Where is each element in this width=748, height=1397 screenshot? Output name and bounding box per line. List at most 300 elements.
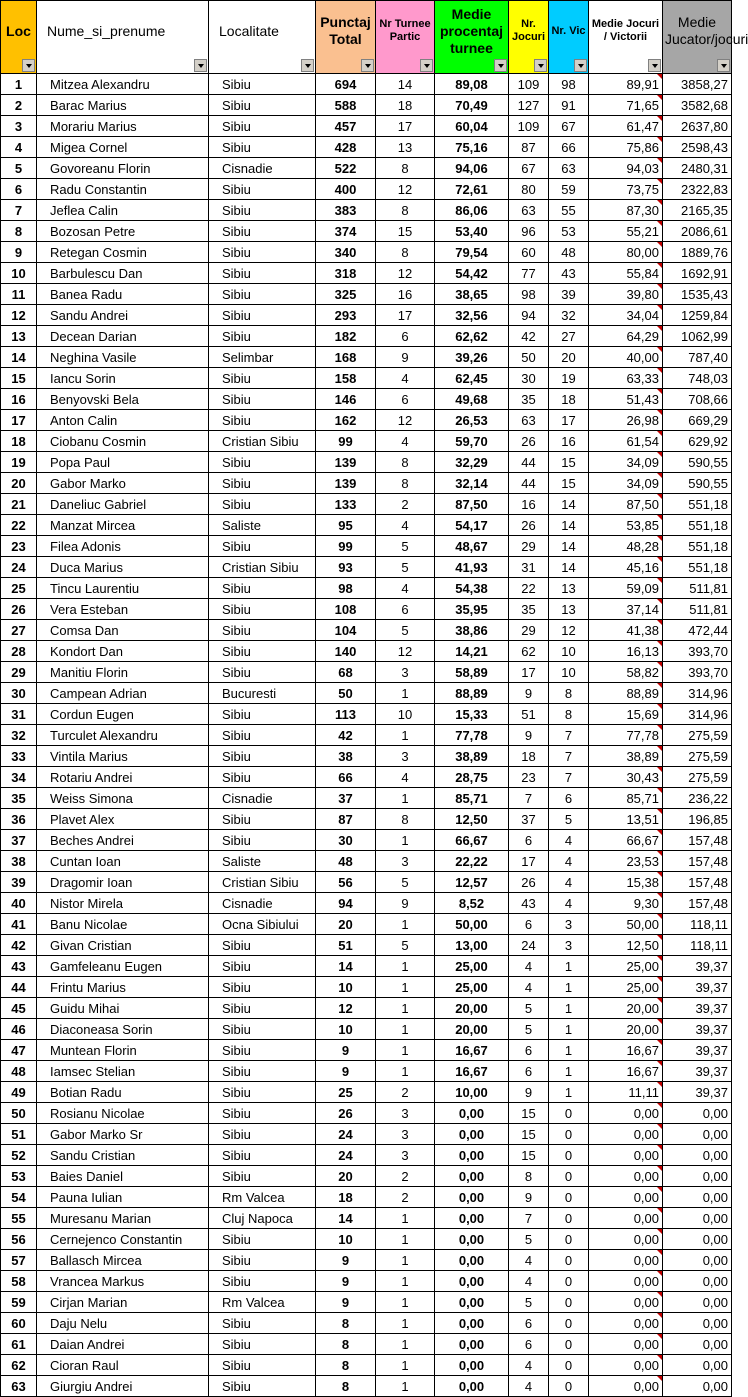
cell-wins[interactable]: 53 (549, 221, 589, 242)
cell-avg-games[interactable]: 88,89 (589, 683, 663, 704)
cell-pct[interactable]: 14,21 (435, 641, 509, 662)
cell-games[interactable]: 6 (509, 914, 549, 935)
cell-city[interactable]: Sibiu (209, 368, 316, 389)
cell-loc[interactable]: 60 (1, 1313, 37, 1334)
cell-tourneys[interactable]: 1 (376, 1250, 435, 1271)
cell-avg-games[interactable]: 0,00 (589, 1334, 663, 1355)
cell-city[interactable]: Bucuresti (209, 683, 316, 704)
cell-wins[interactable]: 48 (549, 242, 589, 263)
cell-loc[interactable]: 54 (1, 1187, 37, 1208)
cell-games[interactable]: 15 (509, 1145, 549, 1166)
cell-tourneys[interactable]: 8 (376, 242, 435, 263)
cell-name[interactable]: Manitiu Florin (37, 662, 209, 683)
cell-wins[interactable]: 0 (549, 1124, 589, 1145)
cell-points[interactable]: 87 (316, 809, 376, 830)
cell-avg-player[interactable]: 118,11 (663, 914, 732, 935)
cell-tourneys[interactable]: 5 (376, 557, 435, 578)
cell-wins[interactable]: 10 (549, 662, 589, 683)
cell-points[interactable]: 68 (316, 662, 376, 683)
cell-name[interactable]: Diaconeasa Sorin (37, 1019, 209, 1040)
filter-dropdown-icon[interactable] (361, 59, 374, 72)
cell-points[interactable]: 146 (316, 389, 376, 410)
cell-avg-games[interactable]: 0,00 (589, 1208, 663, 1229)
cell-avg-player[interactable]: 1692,91 (663, 263, 732, 284)
cell-loc[interactable]: 18 (1, 431, 37, 452)
cell-points[interactable]: 14 (316, 956, 376, 977)
cell-avg-player[interactable]: 39,37 (663, 1019, 732, 1040)
cell-avg-games[interactable]: 11,11 (589, 1082, 663, 1103)
cell-points[interactable]: 93 (316, 557, 376, 578)
cell-points[interactable]: 457 (316, 116, 376, 137)
cell-city[interactable]: Sibiu (209, 998, 316, 1019)
cell-games[interactable]: 7 (509, 788, 549, 809)
cell-games[interactable]: 5 (509, 1229, 549, 1250)
cell-name[interactable]: Cirjan Marian (37, 1292, 209, 1313)
cell-city[interactable]: Sibiu (209, 1124, 316, 1145)
cell-tourneys[interactable]: 3 (376, 1145, 435, 1166)
cell-points[interactable]: 108 (316, 599, 376, 620)
cell-name[interactable]: Gabor Marko (37, 473, 209, 494)
cell-avg-player[interactable]: 0,00 (663, 1166, 732, 1187)
cell-city[interactable]: Sibiu (209, 263, 316, 284)
cell-avg-games[interactable]: 16,67 (589, 1061, 663, 1082)
cell-wins[interactable]: 7 (549, 725, 589, 746)
cell-points[interactable]: 400 (316, 179, 376, 200)
cell-city[interactable]: Sibiu (209, 620, 316, 641)
cell-avg-player[interactable]: 393,70 (663, 641, 732, 662)
cell-tourneys[interactable]: 17 (376, 116, 435, 137)
cell-games[interactable]: 50 (509, 347, 549, 368)
cell-points[interactable]: 37 (316, 788, 376, 809)
cell-pct[interactable]: 38,65 (435, 284, 509, 305)
cell-tourneys[interactable]: 6 (376, 326, 435, 347)
cell-tourneys[interactable]: 5 (376, 620, 435, 641)
cell-games[interactable]: 9 (509, 683, 549, 704)
cell-points[interactable]: 9 (316, 1292, 376, 1313)
cell-tourneys[interactable]: 1 (376, 1208, 435, 1229)
cell-city[interactable]: Saliste (209, 851, 316, 872)
cell-avg-games[interactable]: 50,00 (589, 914, 663, 935)
cell-games[interactable]: 37 (509, 809, 549, 830)
cell-points[interactable]: 9 (316, 1061, 376, 1082)
cell-avg-player[interactable]: 275,59 (663, 746, 732, 767)
cell-avg-games[interactable]: 53,85 (589, 515, 663, 536)
cell-avg-player[interactable]: 2086,61 (663, 221, 732, 242)
cell-tourneys[interactable]: 8 (376, 473, 435, 494)
cell-avg-player[interactable]: 275,59 (663, 725, 732, 746)
cell-city[interactable]: Selimbar (209, 347, 316, 368)
cell-loc[interactable]: 45 (1, 998, 37, 1019)
cell-tourneys[interactable]: 1 (376, 1313, 435, 1334)
cell-name[interactable]: Dragomir Ioan (37, 872, 209, 893)
cell-pct[interactable]: 22,22 (435, 851, 509, 872)
cell-avg-player[interactable]: 0,00 (663, 1334, 732, 1355)
cell-name[interactable]: Mitzea Alexandru (37, 74, 209, 95)
cell-tourneys[interactable]: 8 (376, 200, 435, 221)
cell-avg-games[interactable]: 30,43 (589, 767, 663, 788)
cell-pct[interactable]: 70,49 (435, 95, 509, 116)
cell-avg-player[interactable]: 39,37 (663, 956, 732, 977)
cell-points[interactable]: 48 (316, 851, 376, 872)
cell-games[interactable]: 4 (509, 977, 549, 998)
cell-city[interactable]: Sibiu (209, 662, 316, 683)
cell-loc[interactable]: 53 (1, 1166, 37, 1187)
cell-avg-player[interactable]: 118,11 (663, 935, 732, 956)
cell-games[interactable]: 9 (509, 1187, 549, 1208)
cell-pct[interactable]: 66,67 (435, 830, 509, 851)
cell-pct[interactable]: 10,00 (435, 1082, 509, 1103)
cell-points[interactable]: 9 (316, 1271, 376, 1292)
cell-wins[interactable]: 20 (549, 347, 589, 368)
cell-loc[interactable]: 2 (1, 95, 37, 116)
cell-games[interactable]: 26 (509, 515, 549, 536)
cell-loc[interactable]: 39 (1, 872, 37, 893)
cell-city[interactable]: Sibiu (209, 1334, 316, 1355)
cell-name[interactable]: Banu Nicolae (37, 914, 209, 935)
cell-name[interactable]: Gamfeleanu Eugen (37, 956, 209, 977)
cell-tourneys[interactable]: 3 (376, 662, 435, 683)
cell-pct[interactable]: 0,00 (435, 1166, 509, 1187)
cell-avg-games[interactable]: 9,30 (589, 893, 663, 914)
cell-name[interactable]: Muntean Florin (37, 1040, 209, 1061)
cell-games[interactable]: 4 (509, 1250, 549, 1271)
cell-city[interactable]: Sibiu (209, 767, 316, 788)
cell-points[interactable]: 99 (316, 536, 376, 557)
cell-games[interactable]: 4 (509, 956, 549, 977)
cell-wins[interactable]: 4 (549, 851, 589, 872)
cell-games[interactable]: 26 (509, 872, 549, 893)
filter-dropdown-icon[interactable] (301, 59, 314, 72)
cell-pct[interactable]: 0,00 (435, 1376, 509, 1397)
cell-pct[interactable]: 49,68 (435, 389, 509, 410)
cell-wins[interactable]: 10 (549, 641, 589, 662)
cell-name[interactable]: Manzat Mircea (37, 515, 209, 536)
cell-avg-games[interactable]: 13,51 (589, 809, 663, 830)
cell-games[interactable]: 16 (509, 494, 549, 515)
cell-avg-games[interactable]: 34,09 (589, 452, 663, 473)
cell-tourneys[interactable]: 1 (376, 1040, 435, 1061)
cell-pct[interactable]: 62,45 (435, 368, 509, 389)
cell-games[interactable]: 43 (509, 893, 549, 914)
cell-games[interactable]: 18 (509, 746, 549, 767)
filter-dropdown-icon[interactable] (194, 59, 207, 72)
cell-loc[interactable]: 40 (1, 893, 37, 914)
cell-wins[interactable]: 3 (549, 935, 589, 956)
cell-name[interactable]: Plavet Alex (37, 809, 209, 830)
cell-points[interactable]: 428 (316, 137, 376, 158)
cell-avg-player[interactable]: 39,37 (663, 1040, 732, 1061)
cell-loc[interactable]: 20 (1, 473, 37, 494)
cell-wins[interactable]: 12 (549, 620, 589, 641)
cell-avg-player[interactable]: 314,96 (663, 704, 732, 725)
cell-avg-games[interactable]: 34,04 (589, 305, 663, 326)
cell-wins[interactable]: 1 (549, 1040, 589, 1061)
cell-points[interactable]: 50 (316, 683, 376, 704)
cell-points[interactable]: 30 (316, 830, 376, 851)
cell-name[interactable]: Barac Marius (37, 95, 209, 116)
cell-games[interactable]: 30 (509, 368, 549, 389)
cell-wins[interactable]: 67 (549, 116, 589, 137)
cell-name[interactable]: Duca Marius (37, 557, 209, 578)
cell-wins[interactable]: 63 (549, 158, 589, 179)
cell-pct[interactable]: 87,50 (435, 494, 509, 515)
cell-avg-games[interactable]: 85,71 (589, 788, 663, 809)
cell-games[interactable]: 63 (509, 200, 549, 221)
cell-name[interactable]: Bozosan Petre (37, 221, 209, 242)
cell-city[interactable]: Sibiu (209, 1145, 316, 1166)
cell-pct[interactable]: 59,70 (435, 431, 509, 452)
cell-avg-games[interactable]: 0,00 (589, 1145, 663, 1166)
cell-pct[interactable]: 0,00 (435, 1145, 509, 1166)
cell-avg-player[interactable]: 511,81 (663, 578, 732, 599)
cell-tourneys[interactable]: 12 (376, 641, 435, 662)
cell-points[interactable]: 24 (316, 1124, 376, 1145)
cell-tourneys[interactable]: 1 (376, 1334, 435, 1355)
cell-city[interactable]: Sibiu (209, 284, 316, 305)
cell-pct[interactable]: 0,00 (435, 1124, 509, 1145)
cell-games[interactable]: 44 (509, 452, 549, 473)
cell-city[interactable]: Ocna Sibiului (209, 914, 316, 935)
cell-tourneys[interactable]: 1 (376, 1229, 435, 1250)
cell-tourneys[interactable]: 9 (376, 893, 435, 914)
cell-tourneys[interactable]: 5 (376, 536, 435, 557)
cell-city[interactable]: Sibiu (209, 1061, 316, 1082)
cell-loc[interactable]: 35 (1, 788, 37, 809)
cell-tourneys[interactable]: 1 (376, 788, 435, 809)
cell-games[interactable]: 42 (509, 326, 549, 347)
cell-loc[interactable]: 27 (1, 620, 37, 641)
cell-avg-games[interactable]: 15,38 (589, 872, 663, 893)
cell-tourneys[interactable]: 4 (376, 431, 435, 452)
cell-wins[interactable]: 32 (549, 305, 589, 326)
cell-loc[interactable]: 5 (1, 158, 37, 179)
cell-loc[interactable]: 21 (1, 494, 37, 515)
cell-pct[interactable]: 0,00 (435, 1355, 509, 1376)
cell-loc[interactable]: 43 (1, 956, 37, 977)
cell-points[interactable]: 158 (316, 368, 376, 389)
cell-tourneys[interactable]: 1 (376, 914, 435, 935)
cell-avg-player[interactable]: 2322,83 (663, 179, 732, 200)
cell-city[interactable]: Sibiu (209, 221, 316, 242)
cell-city[interactable]: Sibiu (209, 830, 316, 851)
cell-avg-games[interactable]: 40,00 (589, 347, 663, 368)
cell-games[interactable]: 77 (509, 263, 549, 284)
cell-name[interactable]: Cioran Raul (37, 1355, 209, 1376)
cell-tourneys[interactable]: 1 (376, 725, 435, 746)
cell-tourneys[interactable]: 2 (376, 1166, 435, 1187)
cell-tourneys[interactable]: 4 (376, 515, 435, 536)
cell-points[interactable]: 9 (316, 1040, 376, 1061)
cell-city[interactable]: Sibiu (209, 1166, 316, 1187)
cell-name[interactable]: Turculet Alexandru (37, 725, 209, 746)
cell-points[interactable]: 139 (316, 473, 376, 494)
cell-pct[interactable]: 38,89 (435, 746, 509, 767)
cell-avg-games[interactable]: 71,65 (589, 95, 663, 116)
cell-avg-player[interactable]: 0,00 (663, 1313, 732, 1334)
cell-pct[interactable]: 39,26 (435, 347, 509, 368)
cell-city[interactable]: Sibiu (209, 1313, 316, 1334)
cell-city[interactable]: Sibiu (209, 1355, 316, 1376)
cell-tourneys[interactable]: 1 (376, 1376, 435, 1397)
cell-games[interactable]: 6 (509, 1061, 549, 1082)
cell-pct[interactable]: 38,86 (435, 620, 509, 641)
cell-loc[interactable]: 52 (1, 1145, 37, 1166)
cell-pct[interactable]: 0,00 (435, 1334, 509, 1355)
cell-avg-player[interactable]: 1259,84 (663, 305, 732, 326)
cell-name[interactable]: Jeflea Calin (37, 200, 209, 221)
cell-name[interactable]: Campean Adrian (37, 683, 209, 704)
cell-wins[interactable]: 3 (549, 914, 589, 935)
cell-avg-games[interactable]: 75,86 (589, 137, 663, 158)
cell-points[interactable]: 51 (316, 935, 376, 956)
cell-points[interactable]: 10 (316, 977, 376, 998)
cell-avg-player[interactable]: 0,00 (663, 1187, 732, 1208)
cell-games[interactable]: 4 (509, 1355, 549, 1376)
cell-city[interactable]: Cisnadie (209, 893, 316, 914)
cell-avg-games[interactable]: 77,78 (589, 725, 663, 746)
cell-avg-games[interactable]: 45,16 (589, 557, 663, 578)
cell-games[interactable]: 5 (509, 1292, 549, 1313)
cell-games[interactable]: 87 (509, 137, 549, 158)
cell-tourneys[interactable]: 13 (376, 137, 435, 158)
cell-wins[interactable]: 0 (549, 1292, 589, 1313)
cell-name[interactable]: Decean Darian (37, 326, 209, 347)
cell-games[interactable]: 24 (509, 935, 549, 956)
cell-name[interactable]: Govoreanu Florin (37, 158, 209, 179)
cell-games[interactable]: 15 (509, 1124, 549, 1145)
cell-games[interactable]: 9 (509, 725, 549, 746)
cell-city[interactable]: Cristian Sibiu (209, 431, 316, 452)
cell-pct[interactable]: 85,71 (435, 788, 509, 809)
filter-dropdown-icon[interactable] (648, 59, 661, 72)
cell-avg-player[interactable]: 3858,27 (663, 74, 732, 95)
cell-points[interactable]: 182 (316, 326, 376, 347)
cell-pct[interactable]: 28,75 (435, 767, 509, 788)
cell-loc[interactable]: 31 (1, 704, 37, 725)
cell-loc[interactable]: 4 (1, 137, 37, 158)
cell-avg-player[interactable]: 551,18 (663, 557, 732, 578)
cell-points[interactable]: 588 (316, 95, 376, 116)
cell-tourneys[interactable]: 10 (376, 704, 435, 725)
cell-loc[interactable]: 42 (1, 935, 37, 956)
cell-avg-games[interactable]: 0,00 (589, 1313, 663, 1334)
cell-avg-games[interactable]: 37,14 (589, 599, 663, 620)
cell-loc[interactable]: 50 (1, 1103, 37, 1124)
cell-avg-player[interactable]: 708,66 (663, 389, 732, 410)
cell-loc[interactable]: 48 (1, 1061, 37, 1082)
filter-dropdown-icon[interactable] (534, 59, 547, 72)
cell-wins[interactable]: 8 (549, 683, 589, 704)
cell-tourneys[interactable]: 12 (376, 179, 435, 200)
cell-points[interactable]: 318 (316, 263, 376, 284)
cell-points[interactable]: 20 (316, 1166, 376, 1187)
cell-avg-games[interactable]: 34,09 (589, 473, 663, 494)
cell-points[interactable]: 162 (316, 410, 376, 431)
cell-pct[interactable]: 25,00 (435, 977, 509, 998)
cell-wins[interactable]: 17 (549, 410, 589, 431)
cell-avg-games[interactable]: 20,00 (589, 1019, 663, 1040)
cell-name[interactable]: Kondort Dan (37, 641, 209, 662)
cell-points[interactable]: 95 (316, 515, 376, 536)
cell-pct[interactable]: 72,61 (435, 179, 509, 200)
cell-avg-games[interactable]: 15,69 (589, 704, 663, 725)
cell-wins[interactable]: 4 (549, 893, 589, 914)
cell-wins[interactable]: 1 (549, 1082, 589, 1103)
cell-avg-games[interactable]: 0,00 (589, 1166, 663, 1187)
cell-avg-games[interactable]: 51,43 (589, 389, 663, 410)
cell-avg-games[interactable]: 39,80 (589, 284, 663, 305)
cell-tourneys[interactable]: 12 (376, 263, 435, 284)
cell-wins[interactable]: 1 (549, 956, 589, 977)
cell-tourneys[interactable]: 6 (376, 389, 435, 410)
cell-points[interactable]: 24 (316, 1145, 376, 1166)
cell-city[interactable]: Sibiu (209, 116, 316, 137)
cell-name[interactable]: Nistor Mirela (37, 893, 209, 914)
cell-games[interactable]: 29 (509, 536, 549, 557)
cell-wins[interactable]: 8 (549, 704, 589, 725)
cell-city[interactable]: Sibiu (209, 389, 316, 410)
cell-city[interactable]: Rm Valcea (209, 1292, 316, 1313)
cell-pct[interactable]: 0,00 (435, 1313, 509, 1334)
cell-city[interactable]: Rm Valcea (209, 1187, 316, 1208)
cell-wins[interactable]: 1 (549, 1019, 589, 1040)
cell-avg-player[interactable]: 157,48 (663, 893, 732, 914)
cell-wins[interactable]: 14 (549, 515, 589, 536)
cell-pct[interactable]: 77,78 (435, 725, 509, 746)
cell-tourneys[interactable]: 4 (376, 368, 435, 389)
cell-games[interactable]: 109 (509, 116, 549, 137)
cell-city[interactable]: Sibiu (209, 578, 316, 599)
cell-points[interactable]: 8 (316, 1313, 376, 1334)
cell-pct[interactable]: 75,16 (435, 137, 509, 158)
cell-pct[interactable]: 53,40 (435, 221, 509, 242)
cell-city[interactable]: Sibiu (209, 1376, 316, 1397)
cell-wins[interactable]: 0 (549, 1313, 589, 1334)
cell-games[interactable]: 109 (509, 74, 549, 95)
cell-points[interactable]: 168 (316, 347, 376, 368)
cell-avg-games[interactable]: 87,50 (589, 494, 663, 515)
cell-loc[interactable]: 59 (1, 1292, 37, 1313)
cell-wins[interactable]: 14 (549, 557, 589, 578)
cell-points[interactable]: 99 (316, 431, 376, 452)
cell-loc[interactable]: 49 (1, 1082, 37, 1103)
cell-avg-player[interactable]: 748,03 (663, 368, 732, 389)
cell-name[interactable]: Beches Andrei (37, 830, 209, 851)
cell-games[interactable]: 31 (509, 557, 549, 578)
cell-avg-games[interactable]: 26,98 (589, 410, 663, 431)
cell-city[interactable]: Sibiu (209, 1040, 316, 1061)
cell-loc[interactable]: 62 (1, 1355, 37, 1376)
cell-loc[interactable]: 33 (1, 746, 37, 767)
cell-city[interactable]: Cisnadie (209, 788, 316, 809)
cell-avg-games[interactable]: 0,00 (589, 1124, 663, 1145)
cell-avg-player[interactable]: 39,37 (663, 1082, 732, 1103)
cell-name[interactable]: Morariu Marius (37, 116, 209, 137)
cell-pct[interactable]: 32,56 (435, 305, 509, 326)
cell-city[interactable]: Sibiu (209, 977, 316, 998)
cell-games[interactable]: 44 (509, 473, 549, 494)
cell-city[interactable]: Sibiu (209, 809, 316, 830)
cell-points[interactable]: 694 (316, 74, 376, 95)
cell-games[interactable]: 96 (509, 221, 549, 242)
cell-avg-player[interactable]: 511,81 (663, 599, 732, 620)
cell-games[interactable]: 62 (509, 641, 549, 662)
cell-name[interactable]: Comsa Dan (37, 620, 209, 641)
cell-city[interactable]: Sibiu (209, 242, 316, 263)
cell-pct[interactable]: 0,00 (435, 1103, 509, 1124)
cell-pct[interactable]: 8,52 (435, 893, 509, 914)
cell-points[interactable]: 26 (316, 1103, 376, 1124)
